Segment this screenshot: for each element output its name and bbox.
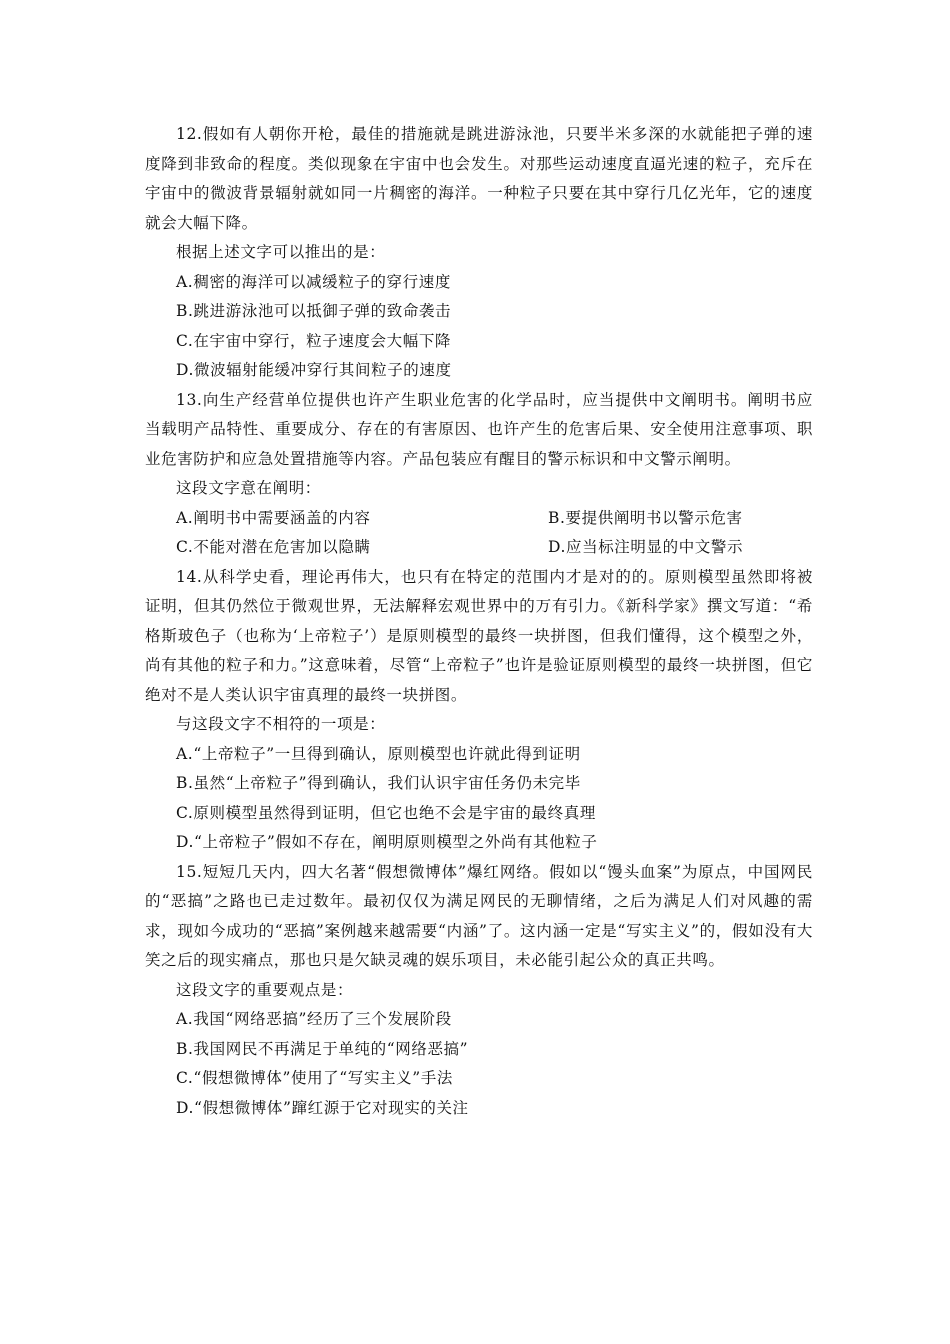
option-b: B.虽然“上帝粒子”得到确认，我们认识宇宙任务仍未完毕 <box>176 774 581 792</box>
option-c: C.不能对潜在危害加以隐瞒 <box>176 538 371 556</box>
option-a: A.“上帝粒子”一旦得到确认，原则模型也许就此得到证明 <box>176 744 581 763</box>
option-b: B.跳进游泳池可以抵御子弹的致命袭击 <box>176 302 452 320</box>
option-b: B.要提供阐明书以警示危害 <box>548 508 743 527</box>
option-d: D.微波辐射能缓冲穿行其间粒子的速度 <box>176 361 452 379</box>
option-d: D.应当标注明显的中文警示 <box>548 538 744 556</box>
question-stem: 根据上述文字可以推出的是： <box>176 243 386 261</box>
option-grid <box>145 504 813 563</box>
option-a: A.阐明书中需要涵盖的内容 <box>176 508 371 527</box>
option-c: C.原则模型虽然得到证明，但它也绝不会是宇宙的最终真理 <box>176 803 596 822</box>
question-passage: 15.短短几天内，四大名著“假想微博体”爆红网络。假如以“馒头血案”为原点，中国网民的“恶搞”之路也已走过数年。最初仅仅为满足网民的无聊情绪，之后为满足人们对风趣的需求，现如今成功的“恶搞”案例越来越需要“内涵”了。这内涵一定是“写实主义”的，假如没有大笑之后的现实痛点，那也只是欠缺灵魂的娱乐项目，未必能引起公众的真正共鸣。 <box>145 862 813 969</box>
option-b: B.我国网民不再满足于单纯的“网络恶搞” <box>176 1039 469 1058</box>
question-passage: 12.假如有人朝你开枪，最佳的措施就是跳进游泳池，只要半米多深的水就能把子弹的速度降到非致命的程度。类似现象在宇宙中也会发生。对那些运动速度直逼光速的粒子，充斥在宇宙中的微波背景辐射就如同一片稠密的海洋。一种粒子只要在其中穿行几亿光年，它的速度就会大幅下降。 <box>145 125 813 232</box>
option-d: D.“假想微博体”蹿红源于它对现实的关注 <box>176 1098 469 1117</box>
question-15 <box>145 858 813 1124</box>
option-c: C.“假想微博体”使用了“写实主义”手法 <box>176 1069 453 1087</box>
option-d: D.“上帝粒子”假如不存在，阐明原则模型之外尚有其他粒子 <box>176 833 598 851</box>
question-stem: 与这段文字不相符的一项是： <box>176 715 386 733</box>
question-14 <box>145 563 813 858</box>
option-a: A.我国“网络恶搞”经历了三个发展阶段 <box>176 1010 452 1028</box>
question-passage: 14.从科学史看，理论再伟大，也只有在特定的范围内才是对的的。原则模型虽然即将被证明，但其仍然位于微观世界，无法解释宏观世界中的万有引力。《新科学家》撰文写道：“希格斯玻色子（也称为‘上帝粒子’）是原则模型的最终一块拼图，但我们懂得，这个模型之外，尚有其他的粒子和力。”这意味着，尽管“上帝粒子”也许是验证原则模型的最终一块拼图，但它绝对不是人类认识宇宙真理的最终一块拼图。 <box>145 567 813 704</box>
question-13 <box>145 386 813 563</box>
question-12 <box>145 120 813 386</box>
question-passage: 13.向生产经营单位提供也许产生职业危害的化学品时，应当提供中文阐明书。阐明书应当载明产品特性、重要成分、存在的有害原因、也许产生的危害后果、安全使用注意事项、职业危害防护和应急处置措施等内容。产品包装应有醒目的警示标识和中文警示阐明。 <box>145 390 813 468</box>
option-a: A.稠密的海洋可以减缓粒子的穿行速度 <box>176 272 451 291</box>
question-stem: 这段文字意在阐明： <box>176 479 321 497</box>
question-stem: 这段文字的重要观点是： <box>176 980 354 999</box>
option-c: C.在宇宙中穿行，粒子速度会大幅下降 <box>176 331 452 350</box>
